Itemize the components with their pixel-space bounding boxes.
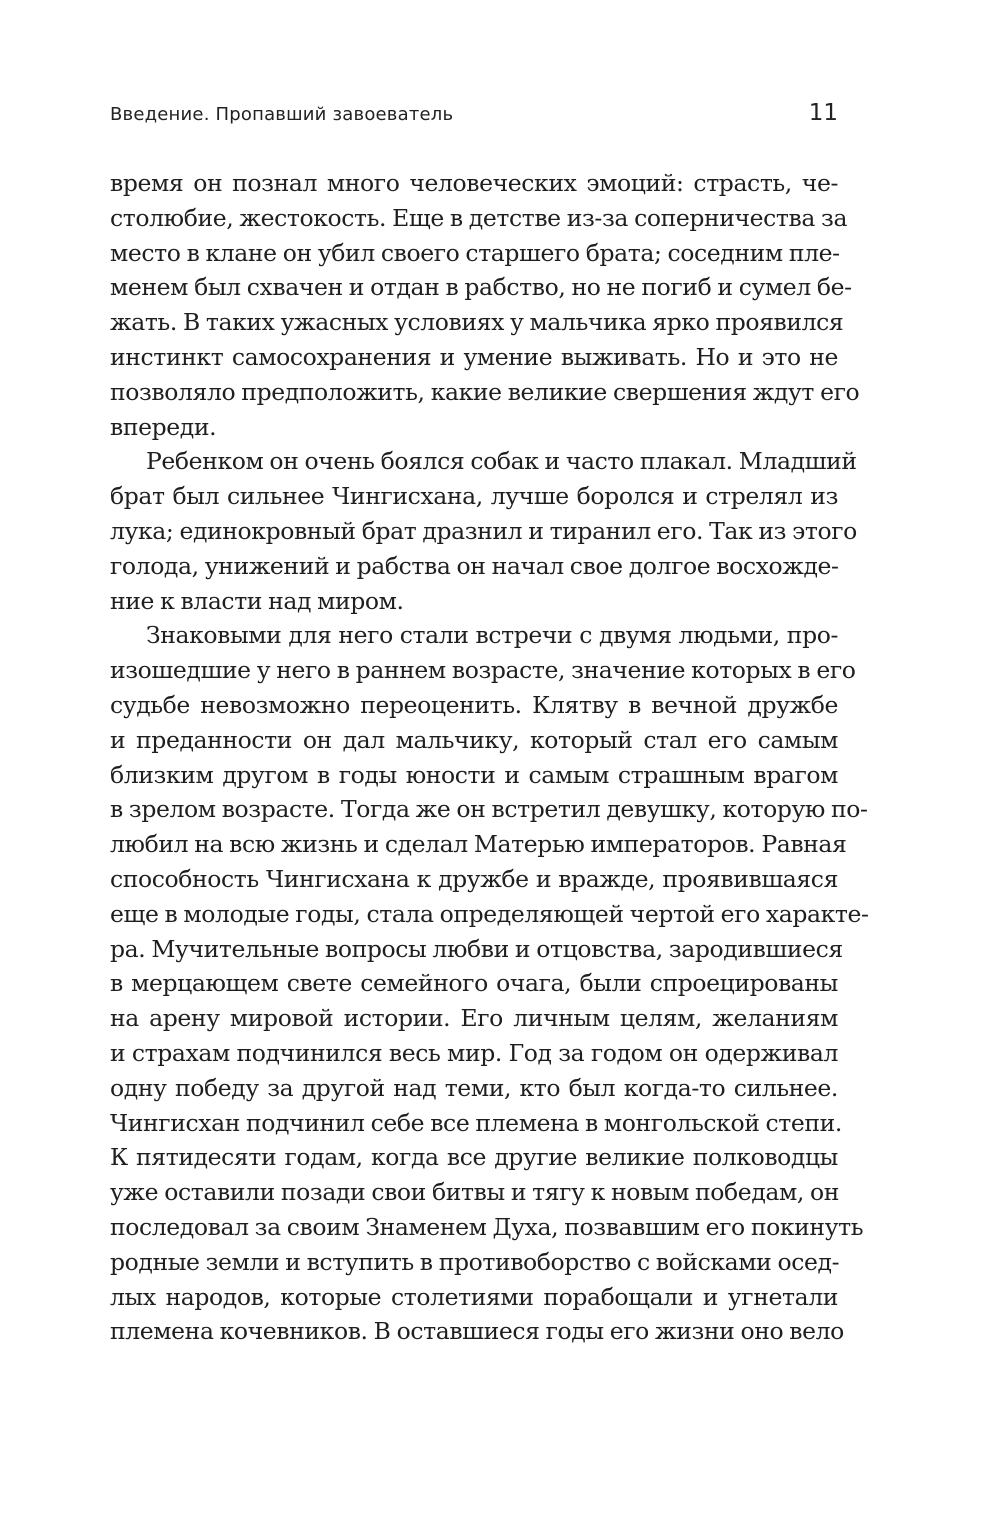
running-header	[110, 100, 838, 132]
paragraph	[110, 166, 860, 444]
text-line: голода, унижений и рабства он начал свое долгое восхожде-	[110, 551, 839, 580]
text-line: еще в молодые годы, стала определяющей чертой его характе-	[110, 899, 869, 928]
text-line: инстинкт самосохранения и умение выживать. Но и это не	[110, 342, 838, 371]
text-line: родные земли и вступить в противоборство с войсками осед-	[110, 1247, 840, 1276]
text-line: ра. Мучительные вопросы любви и отцовства, зародившиеся	[110, 934, 843, 963]
paragraph	[110, 618, 869, 1349]
text-line: на арену мировой истории. Его личным целям, желаниям	[110, 1004, 838, 1033]
text-line: впереди.	[110, 412, 217, 441]
text-line: жать. В таких ужасных условиях у мальчика ярко проявился	[110, 308, 844, 337]
text-line: последовал за своим Знаменем Духа, позвавшим его покинуть	[110, 1212, 864, 1241]
text-line: способность Чингисхана к дружбе и вражде, проявившаяся	[110, 864, 838, 893]
page-number: 11	[808, 100, 838, 126]
text-line: лых народов, которые столетиями порабощали и угнетали	[110, 1282, 838, 1311]
text-line: Ребенком он очень боялся собак и часто плакал. Младший	[146, 447, 857, 476]
text-line: столюбие, жестокость. Еще в детстве из-за соперничества за	[110, 203, 848, 232]
text-line: К пятидесяти годам, когда все другие великие полководцы	[110, 1143, 838, 1172]
text-line: уже оставили позади свои битвы и тягу к новым победам, он	[110, 1178, 840, 1207]
text-line: одну победу за другой над теми, кто был когда-то сильнее.	[110, 1073, 838, 1102]
text-line: в мерцающем свете семейного очага, были спроецированы	[110, 969, 838, 998]
text-line: изошедшие у него в раннем возрасте, значение которых в его	[110, 656, 856, 685]
text-line: время он познал много человеческих эмоций: страсть, че-	[110, 169, 838, 197]
text-line: племена кочевников. В оставшиеся годы его жизни оно вело	[110, 1317, 844, 1346]
text-line: любил на всю жизнь и сделал Матерью императоров. Равная	[110, 830, 847, 859]
text-line: и преданности он дал мальчику, который стал его самым	[110, 725, 838, 754]
text-line: близким другом в годы юности и самым страшным врагом	[110, 760, 838, 789]
text-line: позволяло предположить, какие великие свершения ждут его	[110, 377, 860, 406]
text-line: Знаковыми для него стали встречи с двумя людьми, про-	[146, 621, 838, 650]
text-line: Чингисхан подчинил себе все племена в монгольской степи.	[110, 1108, 842, 1137]
text-line: и страхам подчинился весь мир. Год за годом он одерживал	[110, 1038, 838, 1067]
text-line: менем был схвачен и отдан в рабство, но не погиб и сумел бе-	[110, 273, 852, 302]
text-line: место в клане он убил своего старшего брата; соседним пле-	[110, 238, 840, 267]
text-line: лука; единокровный брат дразнил и тиранил его. Так из этого	[110, 516, 857, 545]
text-line: судьбе невозможно переоценить. Клятву в вечной дружбе	[110, 690, 838, 719]
text-line: ние к власти над миром.	[110, 586, 404, 615]
body-text	[110, 166, 869, 1349]
text-line: в зрелом возрасте. Тогда же он встретил девушку, которую по-	[110, 795, 868, 824]
running-title: Введение. Пропавший завоеватель	[110, 104, 454, 125]
text-line: брат был сильнее Чингисхана, лучше боролся и стрелял из	[110, 482, 838, 511]
paragraph	[110, 444, 857, 618]
